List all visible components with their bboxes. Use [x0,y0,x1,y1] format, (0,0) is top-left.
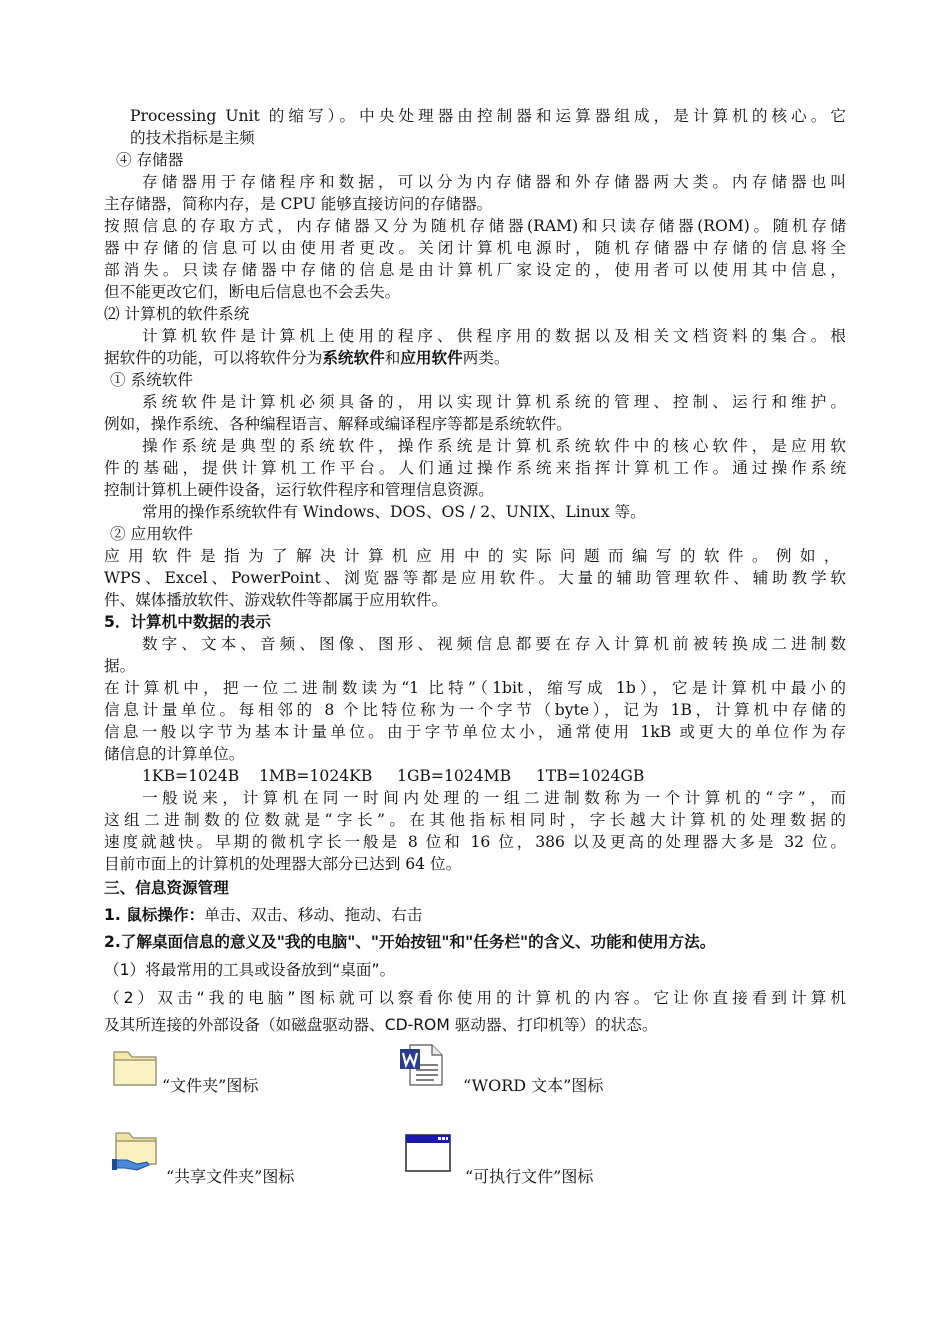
text-line: （1）将最常用的工具或设备放到“桌面”。 [104,961,396,979]
text-line: 部消失。只读存储器中存储的信息是由计算机厂家设定的，使用者可以使用其中信息， [104,261,846,279]
mouse-operations-list: 单击、双击、移动、拖动、右击 [204,906,423,924]
text-line: 控制计算机上硬件设备，运行软件程序和管理信息资源。 [104,481,494,499]
section-heading-info-management: 三、信息资源管理 [104,879,229,897]
folder-icon [111,1046,159,1088]
desktop-heading: 2.了解桌面信息的意义及"我的电脑"、"开始按钮"和"任务栏"的含义、功能和使用方法。 [104,933,716,951]
text-line: 及其所连接的外部设备（如磁盘驱动器、CD-ROM 驱动器、打印机等）的状态。 [104,1016,658,1034]
text-line: 系统软件是计算机必须具备的，用以实现计算机系统的管理、控制、运行和维护。 [142,393,846,411]
text-line: 储信息的计算单位。 [104,745,245,763]
mouse-operations-line [104,904,846,926]
text-line: 但不能更改它们，断电后信息也不会丢失。 [104,283,401,301]
unit-conversion-line: 1KB=1024B 1MB=1024KB 1GB=1024MB 1TB=1024GB [142,767,645,785]
text-line: 应用软件是指为了解决计算机应用中的实际问题而编写的软件。例如， [104,547,846,565]
text-line: 这组二进制数的位数就是“字长”。在其他指标相同时，字长越大计算机的处理数据的 [104,811,846,829]
shared-folder-icon [111,1130,161,1176]
bold-application-software: 应用软件 [400,349,463,367]
text-line: 件的基础，提供计算机工作平台。人们通过操作系统来指挥计算机工作。通过操作系统 [104,459,846,477]
text-span: 两类。 [462,349,510,367]
text-line: 按照信息的存取方式，内存储器又分为随机存储器(RAM)和只读存储器(ROM)。随机存储 [104,217,846,235]
text-line: （2）双击“我的电脑”图标就可以察看你使用的计算机的内容。它让你直接看到计算机 [104,989,846,1007]
text-line: 例如，操作系统、各种编程语言、解释或编译程序等都是系统软件。 [104,415,572,433]
bold-system-software: 系统软件 [322,349,385,367]
text-line: Processing Unit 的缩写）。中央处理器由控制器和运算器组成，是计算机的核心。它 [130,107,846,125]
text-line: 一般说来，计算机在同一时间内处理的一组二进制数称为一个计算机的“字”，而 [142,789,846,807]
subheading-application-software: ② 应用软件 [110,525,193,543]
text-line: 件、媒体播放软件、游戏软件等都属于应用软件。 [104,591,448,609]
text-line: 在计算机中，把一位二进制数读为“1 比特”（1bit，缩写成 1b），它是计算机中最小的 [104,679,846,697]
text-line: 速度就越快。早期的微机字长一般是 8 位和 16 位，386 以及更高的处理器大多是 32 位。 [104,833,846,851]
text-span: 据软件的功能，可以将软件分为 [104,349,323,367]
text-line: 目前市面上的计算机的处理器大部分已达到 64 位。 [104,855,462,873]
text-line: 常用的操作系统软件有 Windows、DOS、OS / 2、UNIX、Linux 等。 [142,503,646,521]
text-line: 主存储器，简称内存，是 CPU 能够直接访问的存储器。 [104,195,493,213]
subheading-software-system: ⑵ 计算机的软件系统 [104,305,250,323]
text-line: 存储器用于存储程序和数据，可以分为内存储器和外存储器两大类。内存储器也叫 [142,173,846,191]
mouse-operations-label: 1. 鼠标操作： [104,906,205,924]
text-line: 的技术指标是主频 [130,129,255,147]
text-line: WPS、Excel、PowerPoint、浏览器等都是应用软件。大量的辅助管理软件、辅助教学软 [104,569,846,587]
text-line: 操作系统是典型的系统软件，操作系统是计算机系统软件中的核心软件，是应用软 [142,437,846,455]
text-line: 器中存储的信息可以由使用者更改。关闭计算机电源时，随机存储器中存储的信息将全 [104,239,846,257]
text-line: 计算机软件是计算机上使用的程序、供程序用的数据以及相关文档资料的集合。根 [142,327,846,345]
word-document-caption: “WORD 文本”图标 [463,1076,604,1095]
executable-file-icon [404,1133,452,1173]
folder-caption: “文件夹”图标 [162,1076,259,1095]
shared-folder-caption: “共享文件夹”图标 [166,1167,295,1186]
text-line: 信息一般以字节为基本计量单位。由于字节单位太小，通常使用 1kB 或更大的单位作为存 [104,723,846,741]
executable-file-caption: “可执行文件”图标 [465,1167,594,1186]
text-line: 数字、文本、音频、图像、图形、视频信息都要在存入计算机前被转换成二进制数 [142,635,846,653]
text-span: 和 [384,349,401,367]
word-document-icon [398,1043,444,1087]
text-line-software-types [104,347,846,369]
subheading-system-software: ① 系统软件 [110,371,193,389]
text-line: 信息计量单位。每相邻的 8 个比特位称为一个字节（byte），记为 1B，计算机中存储的 [104,701,846,719]
text-line: 据。 [104,657,136,675]
section-heading-data-representation: 5．计算机中数据的表示 [104,613,271,631]
subheading-storage: ④ 存储器 [116,151,184,169]
